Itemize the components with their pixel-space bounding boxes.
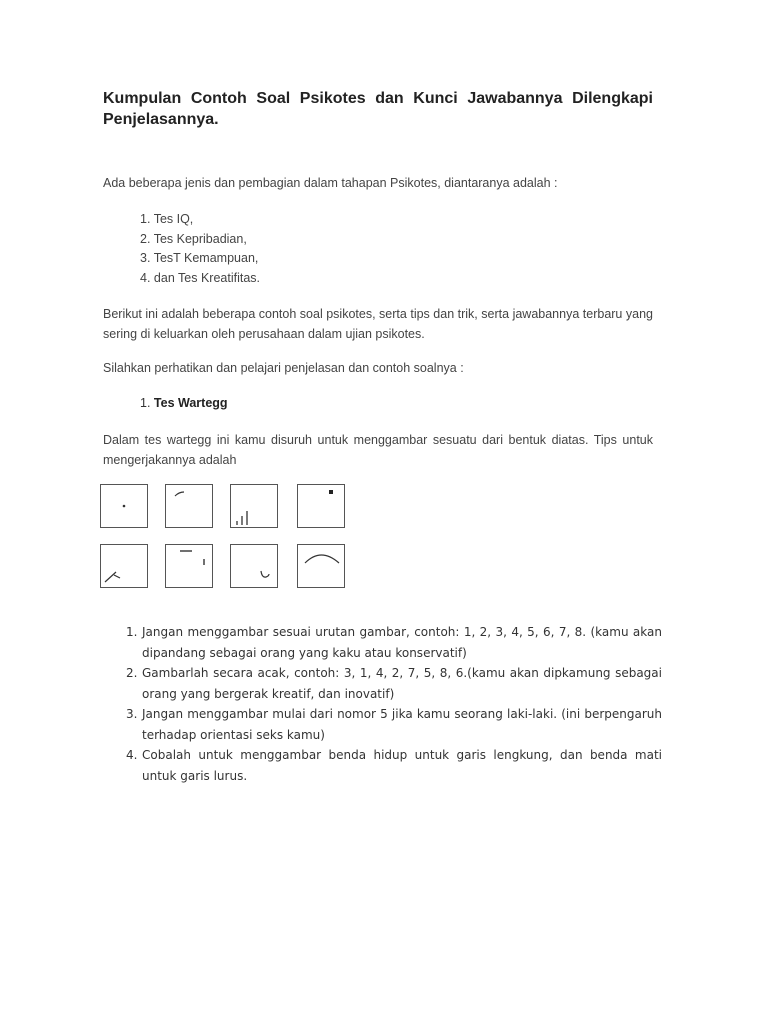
list-item: [126, 663, 662, 704]
hook-mark: [231, 545, 277, 587]
wartegg-box-3: [230, 484, 278, 528]
section-title: Tes Wartegg: [153, 396, 228, 410]
wartegg-box-5: [100, 544, 148, 588]
tip-number: 3.: [126, 707, 138, 721]
bars-mark: [231, 485, 277, 527]
list-number: 3.: [140, 251, 151, 265]
tip-text: Gambarlah secara acak, contoh: 3, 1, 4, 2, 7, 5, 8, 6.(kamu akan dipkamung sebagai orang yang bergerak kreatif, dan inovatif): [142, 666, 662, 701]
list-item: [126, 622, 662, 663]
arc-mark: [298, 545, 344, 587]
tip-text: Jangan menggambar mulai dari nomor 5 jika kamu seorang laki-laki. (ini berpengaruh terhadap orientasi seks kamu): [142, 707, 662, 742]
list-item: [140, 249, 260, 269]
intro-text: Ada beberapa jenis dan pembagian dalam tahapan Psikotes, diantaranya adalah :: [103, 176, 558, 190]
list-item: [140, 230, 260, 250]
wave-mark: [166, 485, 212, 527]
page-title: Kumpulan Contoh Soal Psikotes dan Kunci Jawabannya Dilengkapi Penjelasannya.: [103, 90, 653, 128]
square-mark: [298, 485, 344, 527]
tip-text: Cobalah untuk menggambar benda hidup untuk garis lengkung, dan benda mati untuk garis lurus.: [142, 748, 662, 783]
wartegg-box-2: [165, 484, 213, 528]
wartegg-description: Dalam tes wartegg ini kamu disuruh untuk menggambar sesuatu dari bentuk diatas. Tips untuk mengerjakannya adalah: [103, 433, 653, 467]
wartegg-box-1: [100, 484, 148, 528]
wartegg-box-8: [297, 544, 345, 588]
wartegg-box-4: [297, 484, 345, 528]
wartegg-box-6: [165, 544, 213, 588]
list-text: Tes Kepribadian,: [153, 231, 247, 246]
diagonal-mark: [101, 545, 147, 587]
wartegg-figure: [100, 484, 350, 590]
list-number: 4.: [140, 270, 151, 285]
section-heading: [140, 396, 228, 410]
tip-text: Jangan menggambar sesuai urutan gambar, contoh: 1, 2, 3, 4, 5, 6, 7, 8. (kamu akan dipandang sebagai orang yang kaku atau konservatif): [142, 625, 662, 660]
dot-mark: [101, 485, 147, 527]
instruction-paragraph: Silahkan perhatikan dan pelajari penjelasan dan contoh soalnya :: [103, 361, 464, 375]
test-types-list: [140, 210, 260, 288]
list-text: Tes IQ,: [153, 212, 194, 226]
list-text: dan Tes Kreatifitas.: [153, 270, 261, 285]
list-number: 1.: [140, 212, 151, 226]
tip-number: 4.: [126, 748, 138, 762]
list-item: [126, 745, 662, 786]
lines-mark: [166, 545, 212, 587]
list-text: TesT Kemampuan,: [153, 251, 259, 265]
tip-number: 2.: [126, 666, 138, 680]
wartegg-box-7: [230, 544, 278, 588]
section-number: 1.: [140, 396, 151, 410]
tip-number: 1.: [126, 625, 138, 639]
list-item: [140, 210, 260, 230]
examples-paragraph: Berikut ini adalah beberapa contoh soal psikotes, serta tips dan trik, serta jawabannya terbaru yang sering di keluarkan oleh perusahaan dalam ujian psikotes.: [103, 307, 653, 341]
tips-list: [126, 622, 662, 786]
list-item: [140, 269, 260, 289]
list-number: 2.: [140, 231, 151, 246]
list-item: [126, 704, 662, 745]
